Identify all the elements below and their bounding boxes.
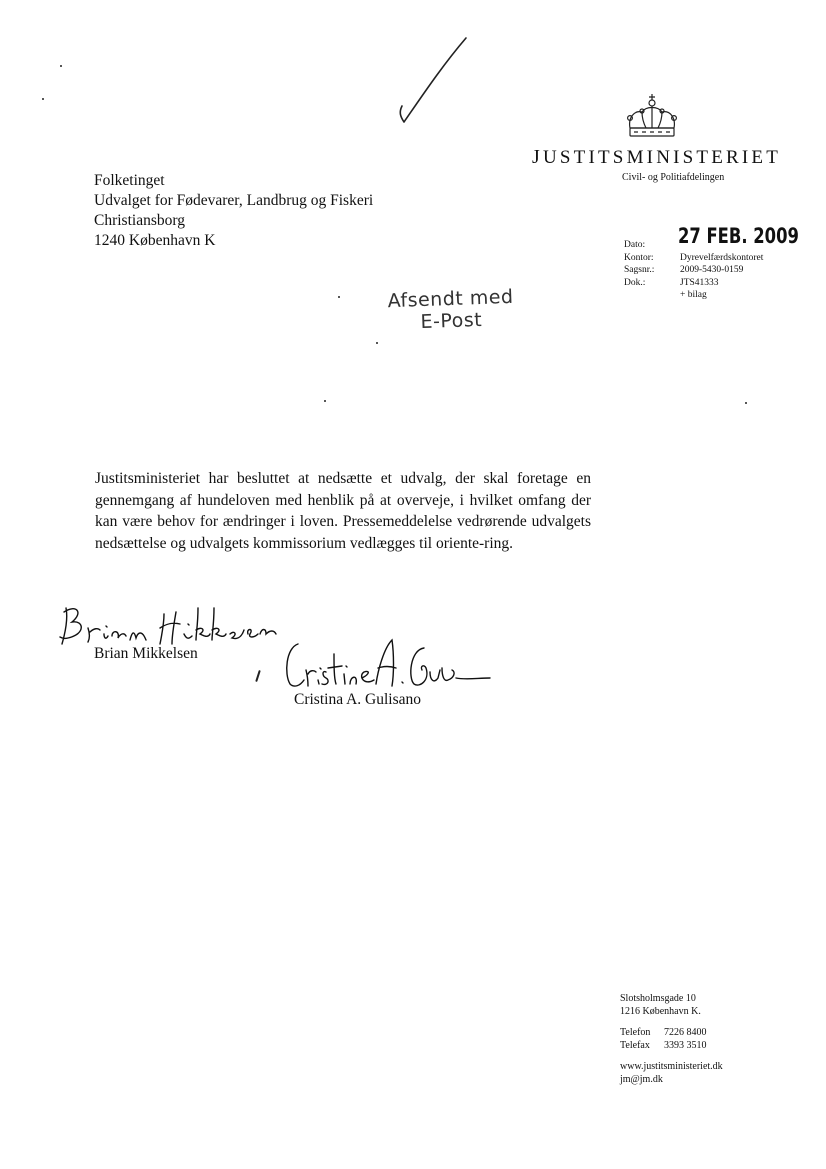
phone-number: 7226 8400 [664, 1027, 707, 1038]
email-link[interactable]: jm@jm.dk [620, 1073, 663, 1085]
scan-speck [60, 65, 62, 67]
scan-speck [745, 402, 747, 404]
meta-label: Dok.: [624, 277, 646, 288]
department-name: Civil- og Politiafdelingen [622, 172, 725, 183]
recipient-address [94, 171, 373, 251]
recipient-line: Udvalget for Fødevarer, Landbrug og Fiskeri [94, 192, 374, 209]
sent-stamp-line: E-Post [420, 308, 483, 334]
meta-row [624, 289, 763, 302]
phone-label: Telefon [620, 1027, 651, 1038]
ministry-address-footer [620, 993, 723, 1086]
meta-row [624, 264, 763, 277]
meta-label [624, 289, 680, 302]
ministry-name [532, 146, 782, 169]
letter-body: Justitsministeriet har besluttet at nedsætte et udvalg, der skal foretage en gennemgang af hundeloven med henblik på at overveje, i hvilket omfang der kan være behov for ændringer i loven. Pressemeddelelse vedrørende udvalgets nedsættelse og udvalgets kommissorium vedlægges til oriente-ring. [95, 470, 591, 552]
reference-block [624, 239, 763, 302]
sent-stamp-line: Afsendt med [387, 285, 514, 313]
signature-stroke-mark [255, 670, 261, 682]
signature-cristina-gulisano [280, 634, 492, 694]
meta-value: 2009-5430-0159 [680, 265, 744, 275]
address-street: Slotsholmsgade 10 [620, 993, 696, 1004]
fax-row [620, 1040, 723, 1053]
meta-value: + bilag [680, 290, 707, 300]
crown-logo-icon [624, 92, 680, 140]
fax-number: 3393 3510 [664, 1039, 707, 1051]
phone-row [620, 1027, 723, 1040]
scan-speck [324, 400, 326, 402]
meta-row [624, 239, 763, 252]
date-stamp: 27 FEB. 2009 [678, 224, 799, 248]
meta-label: Kontor: [624, 252, 654, 263]
fax-label: Telefax [620, 1039, 650, 1051]
recipient-line: 1240 København K [94, 232, 216, 249]
meta-row [624, 277, 763, 290]
meta-value: Dyrevelfærdskontoret [680, 252, 764, 263]
ministry-name-initial: J [532, 146, 543, 168]
meta-label: Sagsnr.: [624, 265, 655, 275]
meta-value: JTS41333 [680, 277, 719, 288]
meta-label: Dato: [624, 240, 646, 250]
scan-speck [42, 98, 44, 100]
sent-stamp [387, 286, 514, 334]
address-city: 1216 København K. [620, 1005, 701, 1017]
scan-speck [376, 342, 378, 344]
check-mark-icon [392, 36, 472, 132]
signer-name: Cristina A. Gulisano [294, 691, 422, 708]
ministry-name-rest: USTITSMINISTERIET [542, 147, 782, 168]
recipient-line: Christiansborg [94, 212, 185, 229]
signer-name: Brian Mikkelsen [94, 645, 198, 662]
recipient-line: Folketinget [94, 172, 165, 189]
meta-row [624, 252, 763, 265]
scan-speck [338, 296, 340, 298]
website-link[interactable]: www.justitsministeriet.dk [620, 1061, 723, 1072]
